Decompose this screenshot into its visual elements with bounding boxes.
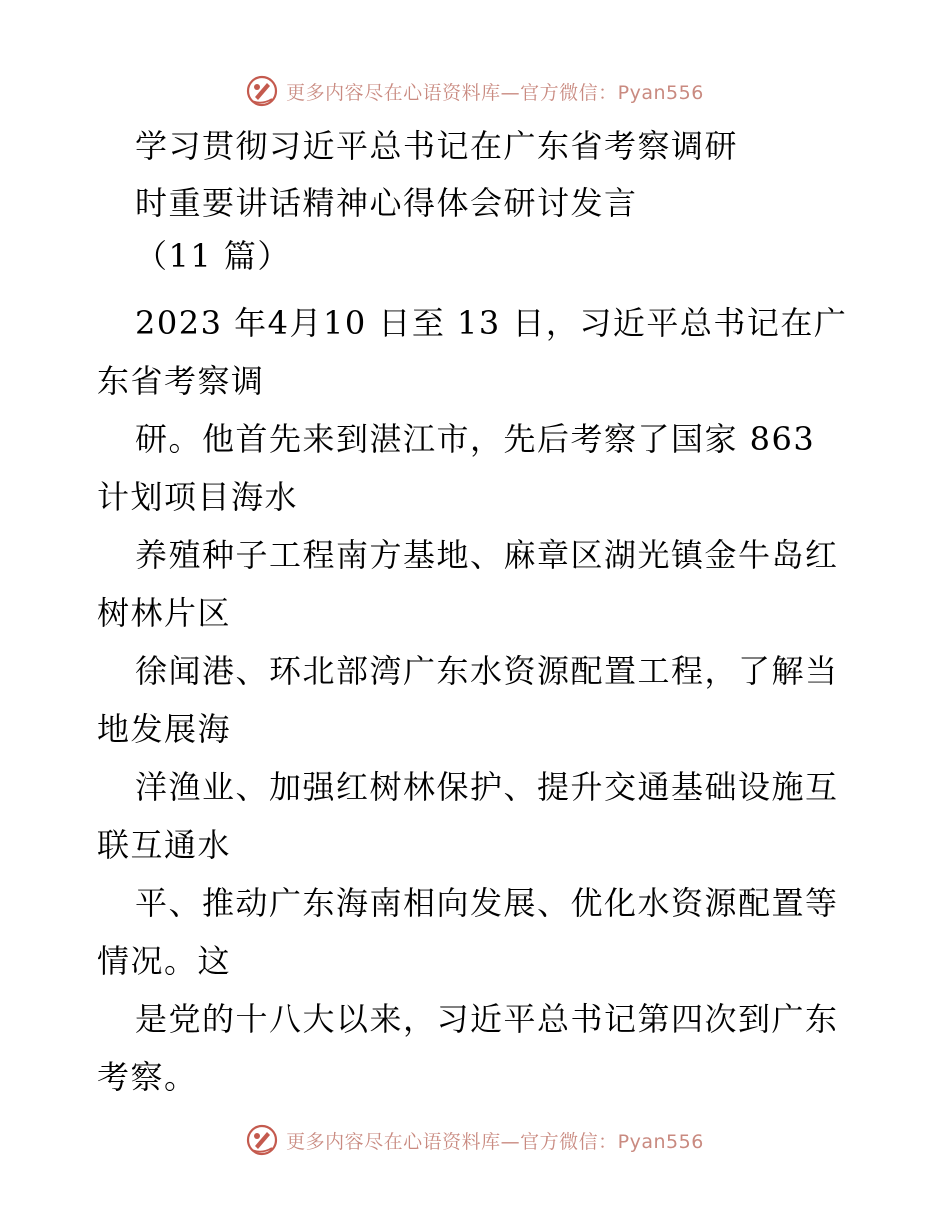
seal-logo-icon <box>246 75 278 107</box>
paragraph-line: 2023 年4月10 日至 13 日，习近平总书记在广 <box>135 304 848 342</box>
doc-title-line-2: 时重要讲话精神心得体会研讨发言 <box>135 184 638 222</box>
paragraph-line: 东省考察调 <box>97 362 265 400</box>
seal-logo-icon <box>246 1124 278 1156</box>
paragraph-line: 情况。这 <box>97 942 232 980</box>
watermark-text: 更多内容尽在心语资料库—官方微信：Pyan556 <box>286 1130 704 1153</box>
paragraph-line: 养殖种子工程南方基地、麻章区湖光镇金牛岛红 <box>135 536 839 574</box>
footer-watermark <box>0 1120 950 1160</box>
doc-title-count: （11 篇） <box>135 237 291 275</box>
paragraph-line: 树林片区 <box>97 594 232 632</box>
watermark-text: 更多内容尽在心语资料库—官方微信：Pyan556 <box>286 81 704 104</box>
doc-title-line-1: 学习贯彻习近平总书记在广东省考察调研 <box>135 127 739 165</box>
paragraph-line: 徐闻港、环北部湾广东水资源配置工程，了解当 <box>135 652 839 690</box>
paragraph-line: 联互通水 <box>97 826 232 864</box>
paragraph-line: 地发展海 <box>97 710 232 748</box>
paragraph-line: 平、推动广东海南相向发展、优化水资源配置等 <box>135 884 839 922</box>
paragraph-line: 考察。 <box>97 1058 198 1096</box>
paragraph-line: 研。他首先来到湛江市，先后考察了国家 863 <box>135 420 816 458</box>
paragraph-line: 计划项目海水 <box>97 478 299 516</box>
paragraph-line: 洋渔业、加强红树林保护、提升交通基础设施互 <box>135 768 839 806</box>
paragraph-line: 是党的十八大以来，习近平总书记第四次到广东 <box>135 1000 839 1038</box>
header-watermark <box>0 71 950 111</box>
